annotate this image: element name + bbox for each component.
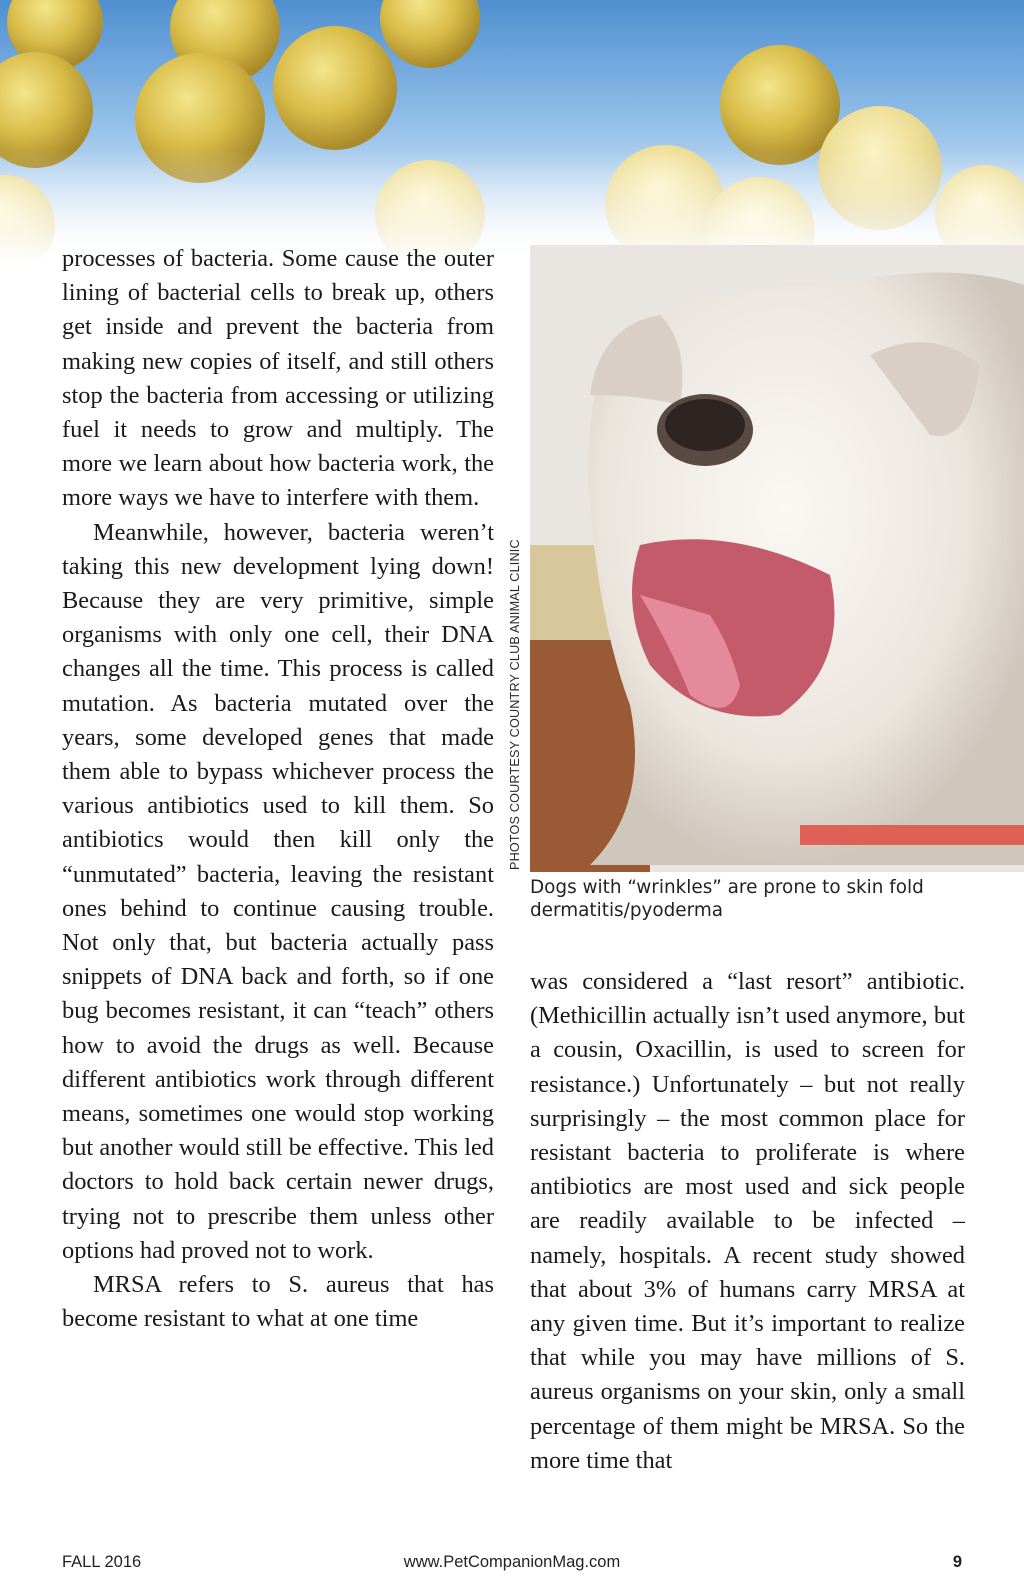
website-link[interactable]: www.PetCompanionMag.com [403,1553,621,1571]
bulldog-illustration [530,245,1024,872]
bacteria-banner-image [0,0,1024,262]
bulldog-photo [530,245,1024,872]
issue-label: FALL 2016 [62,1553,142,1571]
body-paragraph: was considered a “last resort” antibiotic. (Methicillin actually isn’t used anymore, but a cousin, Oxacillin, is used to screen for resistance.) Unfortunately – but not really surprisingly – the most common place for resistant bacteria to proliferate is where antibiotics are most used and sick people are readily available to be infected – namely, hospitals. A recent study showed that about 3% of humans carry MRSA at any given time. But it’s important to realize that while you may have millions of S. aureus organisms on your skin, only a small percentage of them might be MRSA. So the more time that [530,968,965,1474]
left-text-column [62,242,494,1337]
photo-credit: PHOTOS COURTESY COUNTRY CLUB ANIMAL CLINIC [508,539,522,870]
body-paragraph: processes of bacteria. Some cause the outer lining of bacterial cells to break up, others get inside and prevent the bacteria from making new copies of itself, and still others stop the bacteria from accessing or utilizing fuel it needs to grow and multiply. The more we learn about how bacteria work, the more ways we have to interfere with them. [62,245,494,512]
page-number: 9 [952,1553,962,1571]
page-footer [0,1553,1024,1577]
photo-caption: Dogs with “wrinkles” are prone to skin fold dermatitis/pyoderma [530,877,924,921]
right-text-column [530,965,965,1478]
body-paragraph: MRSA refers to S. aureus that has become resistant to what at one time [62,1271,494,1333]
body-paragraph: Meanwhile, however, bacteria weren’t taking this new development lying down! Because they are very primitive, simple organisms with only one cell, their DNA changes all the time. This process is called mutation. As bacteria mutated over the years, some developed genes that made them able to bypass whichever process the various antibiotics used to kill them. So antibiotics would then kill only the “unmutated” bacteria, leaving the resistant ones behind to continue causing trouble. Not only that, but bacteria actually pass snippets of DNA back and forth, so if one bug becomes resistant, it can “teach” others how to avoid the drugs as well. Because different antibiotics work through different means, sometimes one would stop working but another would still be effective. This led doctors to hold back certain newer drugs, trying not to prescribe them unless other options had proved not to work. [62,518,494,1264]
bacteria-illustration [0,0,1024,262]
